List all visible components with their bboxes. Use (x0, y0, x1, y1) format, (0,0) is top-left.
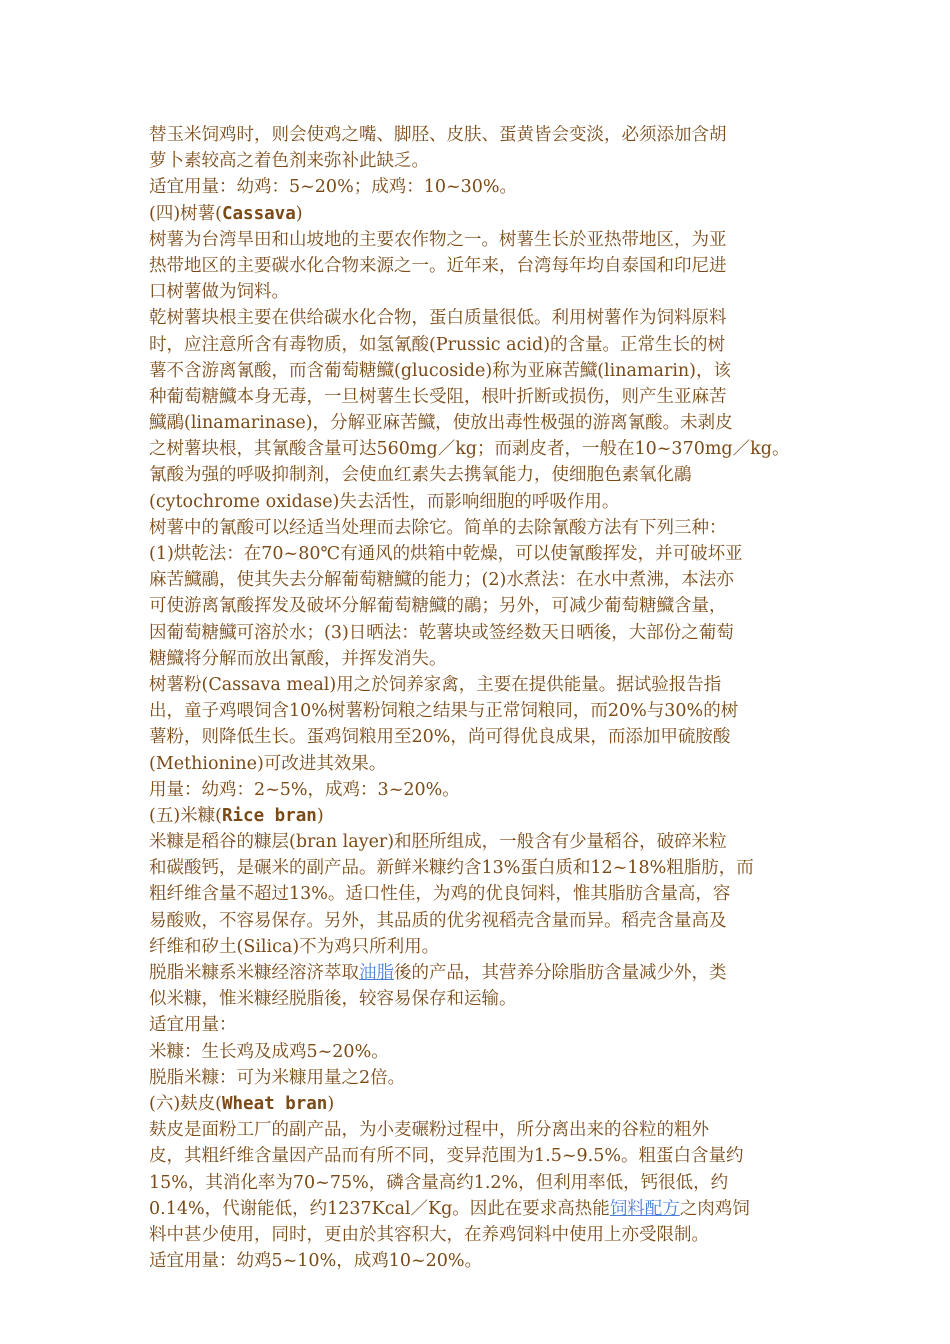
text-line: 口树薯做为饲料。 (149, 282, 289, 303)
text-line: 15%，其消化率为70~75%，磷含量高约1.2%，但利用率低，钙很低，约 (149, 1172, 729, 1193)
heading-suffix: ) (295, 203, 303, 224)
text-line: 适宜用量：幼鸡：5~20%；成鸡：10~30%。 (149, 177, 518, 198)
text-line: 鱵鷊(linamarinase)，分解亚麻苦鱵，使放出毒性极强的游离氰酸。未剥皮 (149, 413, 733, 434)
section-heading-wheat-bran (149, 1091, 809, 1117)
text-line: 糖鱵将分解而放出氰酸，并挥发消失。 (149, 648, 447, 669)
link-oil[interactable]: 油脂 (359, 963, 394, 983)
text-line: 麻苦鱵鷊，使其失去分解葡萄糖鱵的能力；(2)水煮法：在水中煮沸，本法亦 (149, 570, 734, 591)
heading-prefix: (四)树薯( (149, 203, 222, 224)
text-line: 似米糠，惟米糠经脱脂後，较容易保存和运输。 (149, 989, 517, 1010)
text-line: 料中甚少使用，同时，更由於其容积大，在养鸡饲料中使用上亦受限制。 (149, 1224, 709, 1245)
text-line: 麸皮是面粉工厂的副产品，为小麦碾粉过程中，所分离出来的谷粒的粗外 (149, 1120, 709, 1141)
text-line: 之树薯块根，其氰酸含量可达560mg／kg；而剥皮者，一般在10~370mg／kg。 (149, 439, 790, 460)
text-line: 时，应注意所含有毒物质，如氢氰酸(Prussic acid)的含量。正常生长的树 (149, 334, 726, 355)
heading-english: Wheat bran (221, 1093, 328, 1114)
section-heading-rice-bran (149, 803, 809, 829)
text-line: 用量：幼鸡：2~5%，成鸡：3~20%。 (149, 779, 460, 800)
section-heading-cassava (149, 201, 809, 227)
link-feed-formula[interactable]: 饲料配方 (609, 1198, 680, 1219)
text-line-with-link (149, 960, 809, 986)
text-line: 和碳酸钙，是碾米的副产品。新鲜米糠约含13%蛋白质和12~18%粗脂肪，而 (149, 858, 754, 879)
text-segment: 後的产品，其营养分除脂肪含量减少外，类 (394, 963, 727, 983)
heading-english: Rice bran (221, 805, 317, 826)
text-line: 萝卜素较高之着色剂来弥补此缺乏。 (149, 151, 429, 172)
text-line-with-link (149, 1196, 809, 1222)
heading-prefix: (五)米糠( (149, 805, 222, 826)
heading-english: Cassava (221, 203, 296, 224)
text-line: 氰酸为强的呼吸抑制剂，会使血红素失去携氧能力，使细胞色素氧化鷊 (149, 465, 692, 486)
text-line: 薯不含游离氰酸，而含葡萄糖鱵(glucoside)称为亚麻苦鱵(linamarin)，该 (149, 360, 732, 381)
text-line: 热带地区的主要碳水化合物来源之一。近年来，台湾每年均自泰国和印尼进 (149, 255, 727, 276)
text-line: 乾树薯块根主要在供给碳水化合物，蛋白质量很低。利用树薯作为饲料原料 (149, 308, 727, 329)
text-line: 易酸败，不容易保存。另外，其品质的优劣视稻壳含量而异。稻壳含量高及 (149, 910, 727, 931)
text-line: (1)烘乾法：在70~80℃有通风的烘箱中乾燥，可以使氰酸挥发，并可破坏亚 (149, 544, 743, 564)
text-line: 粗纤维含量不超过13%。适口性佳，为鸡的优良饲料，惟其脂肪含量高，容 (149, 884, 731, 905)
text-line: (Methionine)可改进其效果。 (149, 753, 387, 774)
text-line: 树薯为台湾旱田和山坡地的主要农作物之一。树薯生长於亚热带地区，为亚 (149, 229, 727, 250)
text-segment: 0.14%，代谢能低，约1237Kcal／Kg。因此在要求高热能 (149, 1198, 610, 1219)
text-line: 米糠是稻谷的糠层(bran layer)和胚所组成，一般含有少量稻谷，破碎米粒 (149, 832, 727, 853)
text-line: 皮，其粗纤维含量因产品而有所不同，变异范围为1.5~9.5%。粗蛋白含量约 (149, 1146, 744, 1167)
heading-suffix: ) (316, 805, 324, 826)
text-line: 种葡萄糖鱵本身无毒，一旦树薯生长受阻，根叶折断或损伤，则产生亚麻苦 (149, 386, 727, 407)
text-line: 树薯中的氰酸可以经适当处理而去除它。简单的去除氰酸方法有下列三种： (149, 517, 727, 538)
text-line: 米糠：生长鸡及成鸡5~20%。 (149, 1041, 389, 1062)
text-line: 适宜用量： (149, 1015, 237, 1036)
text-line: 替玉米饲鸡时，则会使鸡之嘴、脚胫、皮肤、蛋黄皆会变淡，必须添加含胡 (149, 125, 727, 145)
text-line: 纤维和矽土(Silica)不为鸡只所利用。 (149, 936, 440, 957)
text-line: 适宜用量：幼鸡5~10%，成鸡10~20%。 (149, 1251, 483, 1272)
heading-prefix: (六)麸皮( (149, 1093, 222, 1114)
document-body (149, 122, 809, 1274)
text-line: (cytochrome oxidase)失去活性，而影响细胞的呼吸作用。 (149, 491, 620, 512)
text-line: 脱脂米糠：可为米糠用量之2倍。 (149, 1067, 406, 1088)
text-line: 因葡萄糖鱵可溶於水；(3)日晒法：乾薯块或签经数天日晒後，大部份之葡萄 (149, 622, 734, 643)
heading-suffix: ) (327, 1093, 335, 1114)
text-line: 可使游离氰酸挥发及破坏分解葡萄糖鱵的鷊；另外，可减少葡萄糖鱵含量， (149, 596, 727, 617)
text-segment: 之肉鸡饲 (679, 1198, 750, 1219)
text-segment: 脱脂米糠系米糠经溶济萃取 (149, 963, 359, 983)
text-line: 薯粉，则降低生长。蛋鸡饲粮用至20%，尚可得优良成果，而添加甲硫胺酸 (149, 727, 731, 748)
text-line: 树薯粉(Cassava meal)用之於饲养家禽，主要在提供能量。据试验报告指 (149, 674, 722, 695)
text-line: 出，童子鸡喂饲含10%树薯粉饲粮之结果与正常饲粮同，而20%与30%的树 (149, 701, 739, 722)
